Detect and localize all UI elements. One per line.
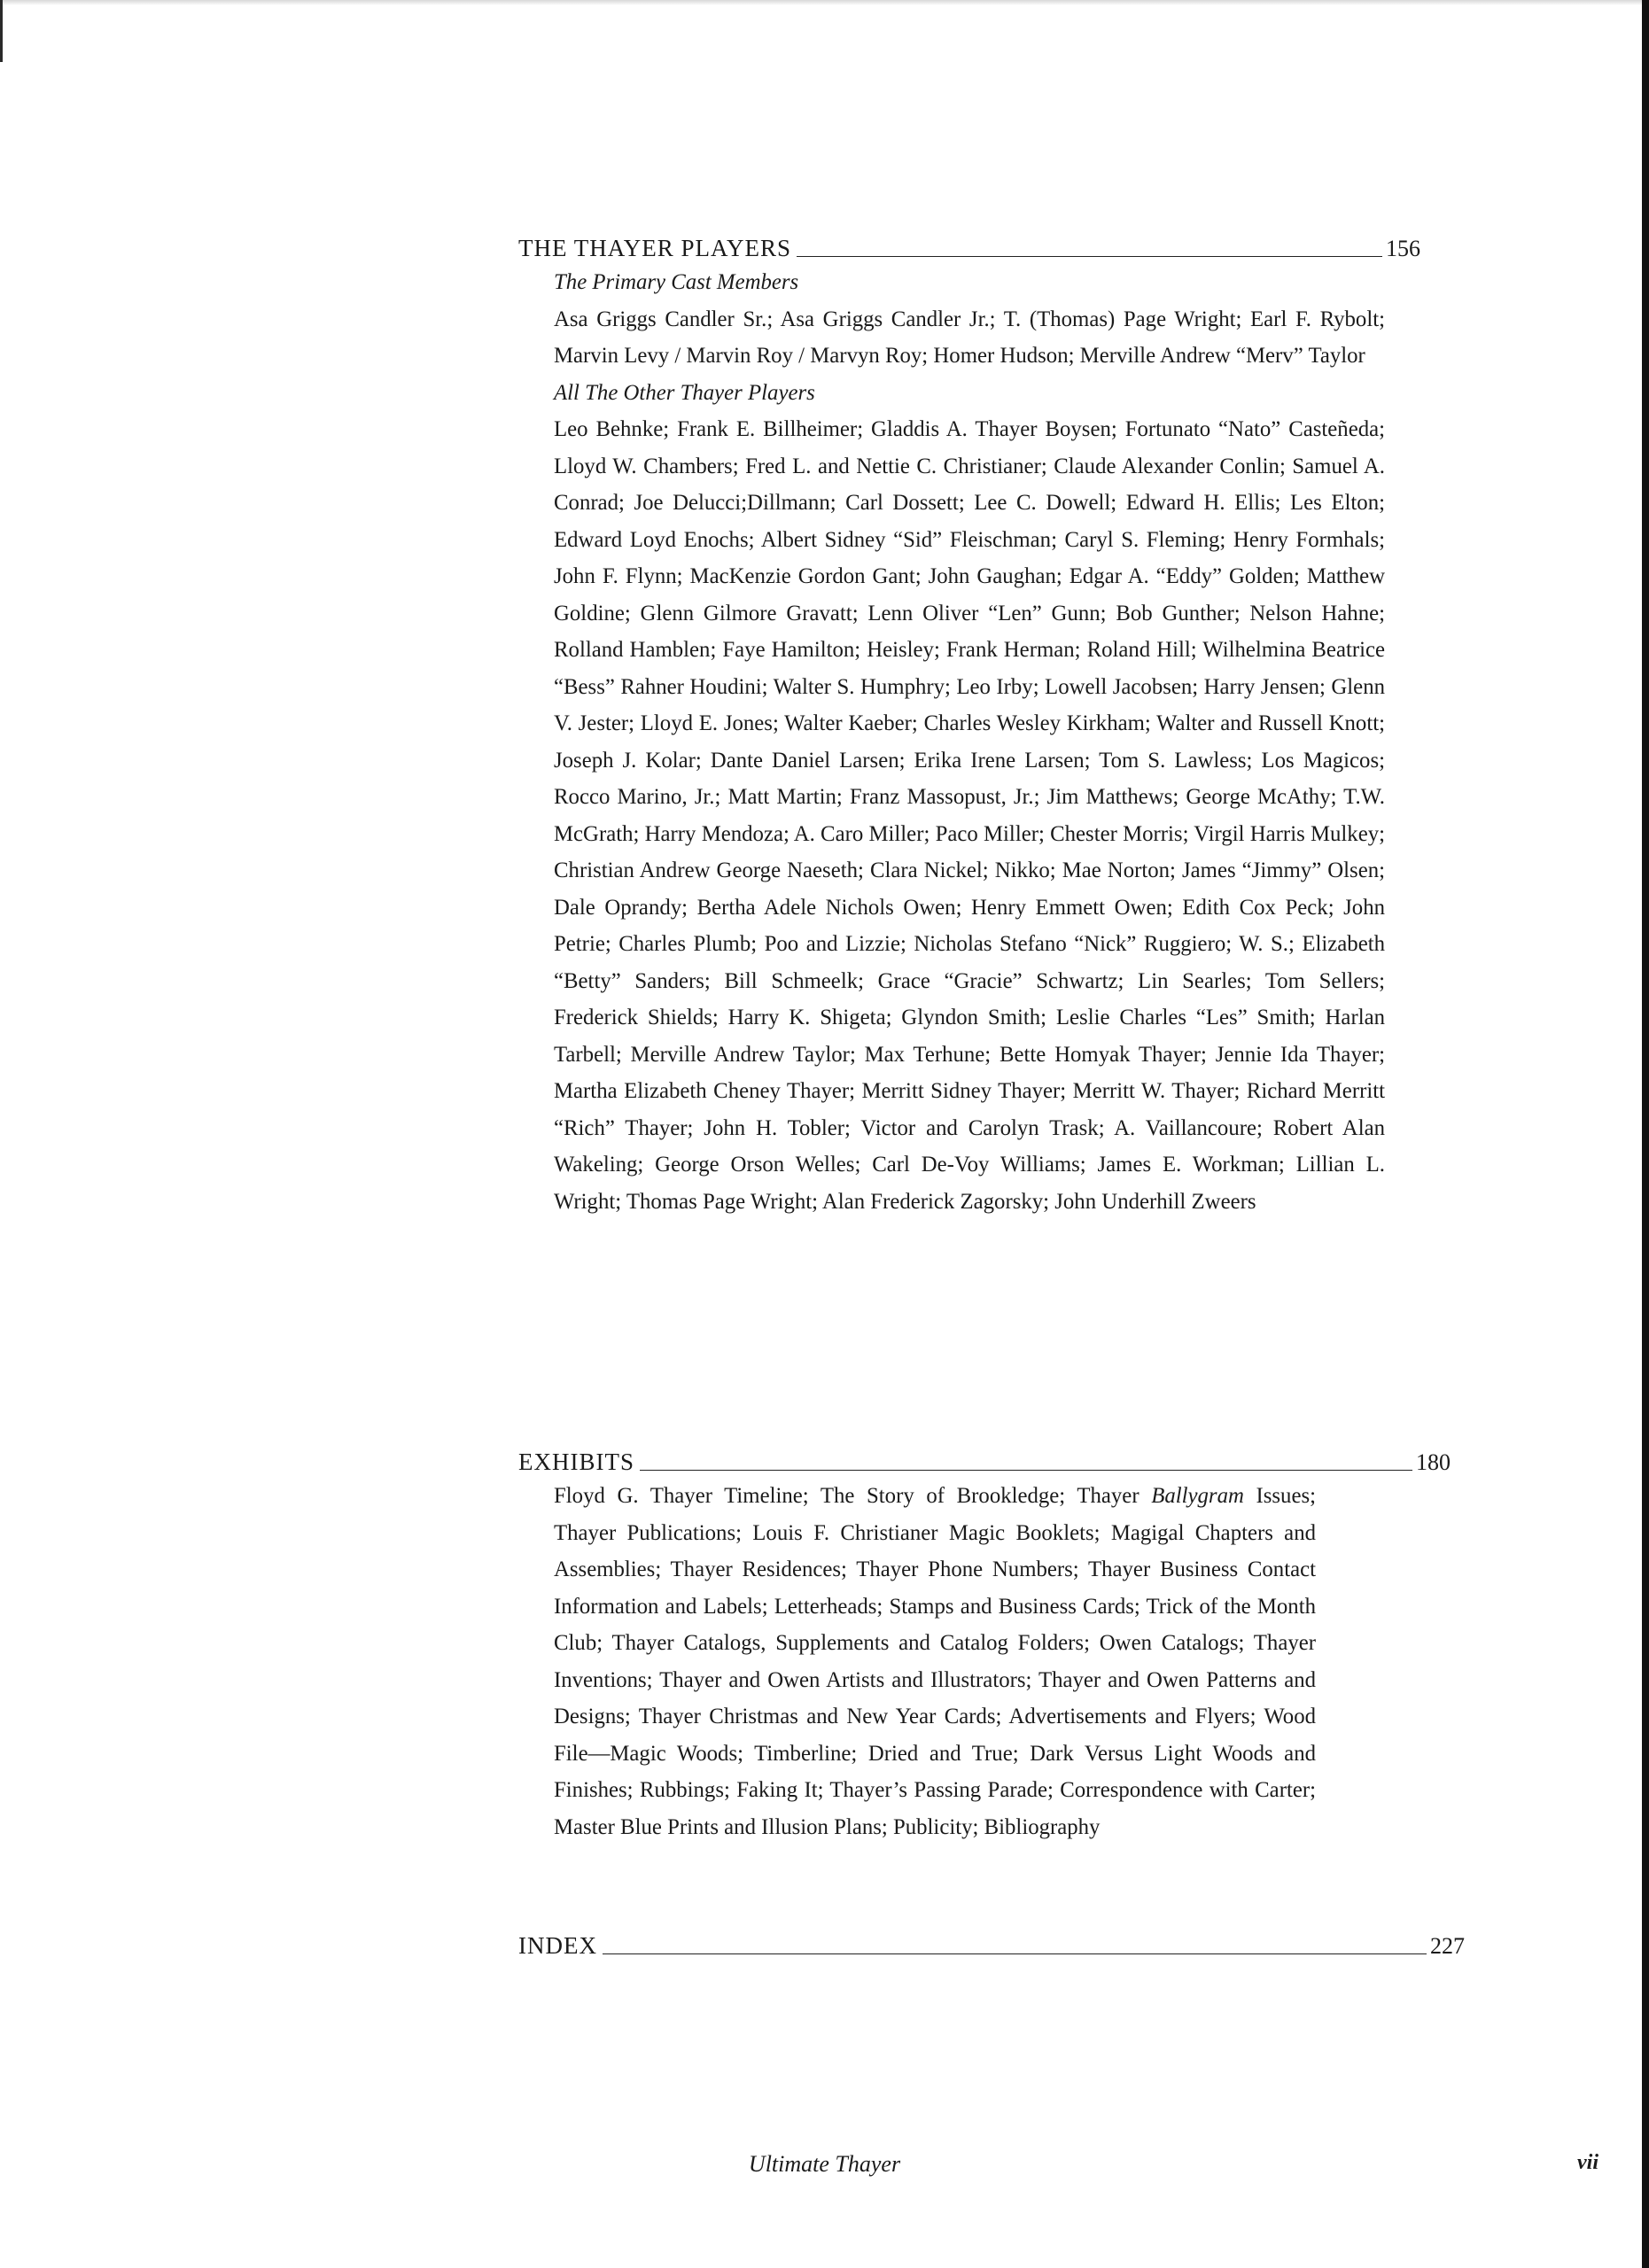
other-players-list: Leo Behnke; Frank E. Billheimer; Gladdis A. Thayer Boysen; Fortunato “Nato” Casteñeda; Lloyd W. Chambers; Fred L. and Nettie C. Christianer; Claude Alexander Conlin; Samuel A. Conrad; Joe Delucci;Dillmann; Carl Dossett; Lee C. Dowell; Edward H. Ellis; Les Elton; Edward Loyd Enochs; Albert Sidney “Sid” Fleischman; Caryl S. Fleming; Henry Formhals; John F. Flynn; MacKenzie Gordon Gant; John Gaughan; Edgar A. “Eddy” Golden; Matthew Goldine; Glenn Gilmore Gravatt; Lenn Oliver “Len” Gunn; Bob Gunther; Nelson Hahne; Rolland Hamblen; Faye Hamilton; Heisley; Frank Herman; Roland Hill; Wilhelmina Beatrice “Bess” Rahner Houdini; Walter S. Humphry; Leo Irby; Lowell Jacobsen; Harry Jensen; Glenn V. Jester; Lloyd E. Jones; Walter Kaeber; Charles Wesley Kirkham; Walter and Russell Knott; Joseph J. Kolar; Dante Daniel Larsen; Erika Irene Larsen; Tom S. Lawless; Los Magicos; Rocco Marino, Jr.; Matt Martin; Franz Massopust, Jr.; Jim Matthews; George McAthy; T.W. McGrath; Harry Mendoza; A. Caro Miller; Paco Miller; Chester Morris; Virgil Harris Mulkey; Christian Andrew George Naeseth; Clara Nickel; Nikko; Mae Norton; James “Jimmy” Olsen; Dale Oprandy; Bertha Adele Nichols Owen; Henry Emmett Owen; Edith Cox Peck; John Petrie; Charles Plumb; Poo and Lizzie; Nicholas Stefano “Nick” Ruggiero; W. S.; Elizabeth “Betty” Sanders; Bill Schmeelk; Grace “Gracie” Schwartz; Lin Searles; Tom Sellers; Frederick Shields; Harry K. Shigeta; Glyndon Smith; Leslie Charles “Les” Smith; Harlan Tarbell; Merville Andrew Taylor; Max Terhune; Bette Homyak Thayer; Jennie Ida Thayer; Martha Elizabeth Cheney Thayer; Merritt Sidney Thayer; Merritt W. Thayer; Richard Merritt “Rich” Thayer; John H. Tobler; Victor and Carolyn Trask; A. Vaillancoure; Robert Alan Wakeling; George Orson Welles; Carl De-Voy Williams; James E. Workman; Lillian L. Wright; Thomas Page Wright; Alan Frederick Zagorsky; John Underhill Zweers [554, 417, 1385, 1214]
toc-entry-index[interactable] [518, 1930, 1465, 1960]
toc-section-index [518, 1930, 1465, 1960]
toc-entry-players[interactable] [518, 232, 1420, 262]
toc-entry-exhibits[interactable] [518, 1446, 1451, 1476]
toc-section-players [518, 232, 1420, 1220]
exhibits-italic-title: Ballygram [1151, 1484, 1244, 1508]
exhibits-list [554, 1478, 1316, 1845]
exhibits-text-end: Issues; Thayer Publications; Louis F. Christianer Magic Booklets; Magigal Chapters and Assemblies; Thayer Residences; Thayer Phone Numbers; Thayer Business Contact Information and Labels; Letterheads; Stamps and Business Cards; Trick of the Month Club; Thayer Catalogs, Supplements and Catalog Folders; Owen Catalogs; Thayer Inventions; Thayer and Owen Artists and Illustrators; Thayer and Owen Patterns and Designs; Thayer Christmas and New Year Cards; Advertisements and Flyers; Wood File—Magic Woods; Timberline; Dried and True; Dark Versus Light Woods and Finishes; Rubbings; Faking It; Thayer’s Passing Parade; Correspondence with Carter; Master Blue Prints and Illusion Plans; Publicity; Bibliography [554, 1484, 1317, 1839]
dot-leader [797, 256, 1382, 257]
page-folio: vii [1577, 2151, 1598, 2174]
scan-edge-left [0, 0, 3, 62]
toc-page-number: 180 [1416, 1449, 1451, 1475]
toc-entry-body [518, 264, 1385, 1220]
toc-entry-title: EXHIBITS [518, 1449, 634, 1475]
toc-entry-body [518, 1478, 1316, 1845]
toc-entry-title: THE THAYER PLAYERS [518, 235, 792, 261]
subheading-primary-cast: The Primary Cast Members [554, 270, 799, 294]
dot-leader [640, 1470, 1412, 1471]
running-footer-title: Ultimate Thayer [748, 2151, 901, 2177]
scan-edge-right [1642, 0, 1649, 2268]
subheading-other-players: All The Other Thayer Players [554, 380, 815, 405]
exhibits-text-start: Floyd G. Thayer Timeline; The Story of Brookledge; Thayer [554, 1484, 1152, 1508]
toc-page-number: 156 [1386, 236, 1420, 261]
dot-leader [603, 1953, 1427, 1954]
toc-page-number: 227 [1430, 1933, 1465, 1959]
toc-entry-title: INDEX [518, 1932, 597, 1959]
scan-edge-top [0, 0, 1649, 5]
primary-cast-list: Asa Griggs Candler Sr.; Asa Griggs Candler Jr.; T. (Thomas) Page Wright; Earl F. Rybolt; Marvin Levy / Marvin Roy / Marvyn Roy; Homer Hudson; Merville Andrew “Merv” Taylor [554, 307, 1385, 368]
toc-section-exhibits [518, 1446, 1451, 1845]
